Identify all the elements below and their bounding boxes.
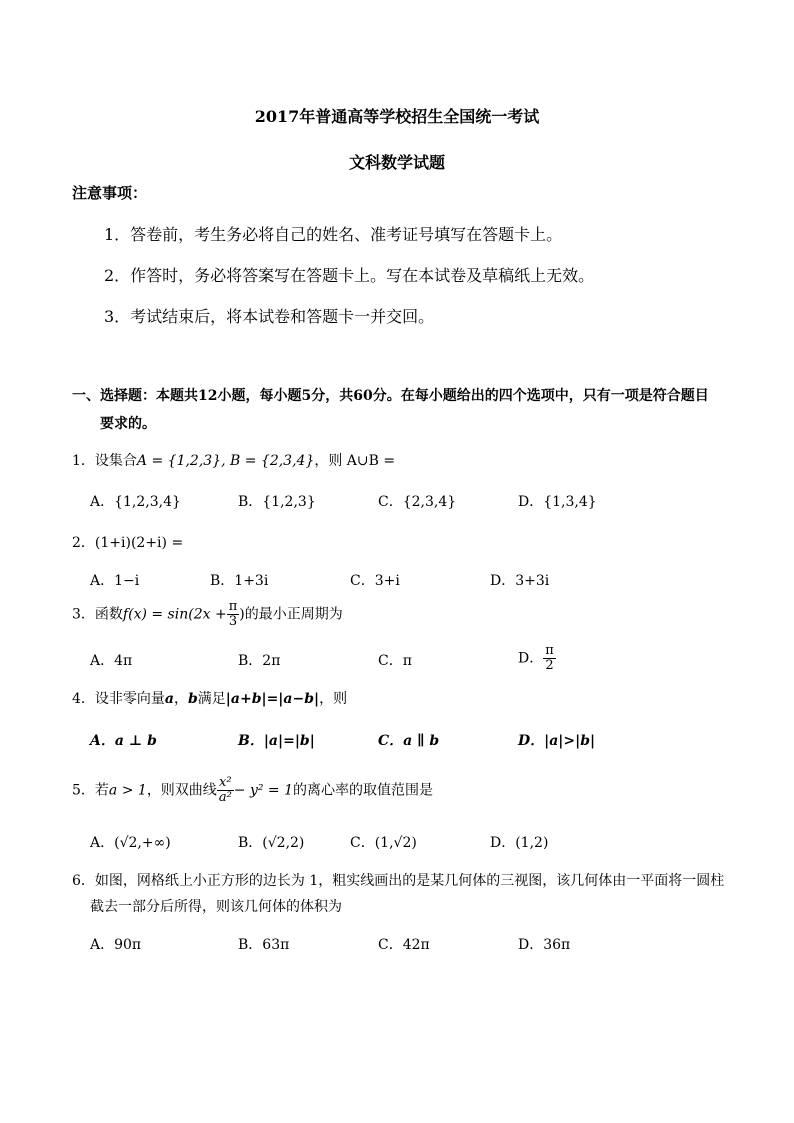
q5-expr-tail: − y² = 1 — [233, 782, 294, 799]
q4-option-a[interactable]: A．a ⊥ b — [90, 733, 157, 749]
notice-heading: 注意事项： — [72, 184, 148, 202]
q3-option-c[interactable]: C．π — [378, 653, 412, 669]
notice-item-2: 2．作答时，务必将答案写在答题卡上。写在本试卷及草稿纸上无效。 — [104, 266, 595, 285]
question-3 — [72, 600, 732, 629]
section-line-1: 一、选择题：本题共12小题，每小题5分，共60分。在每小题给出的四个选项中，只有一项是符合题目 — [72, 388, 709, 404]
q4-option-d[interactable]: D．|a|>|b| — [518, 733, 596, 749]
notice-item-3: 3．考试结束后，将本试卷和答题卡一并交回。 — [104, 307, 435, 326]
q5-mid: ，则双曲线 — [146, 782, 217, 799]
q6-option-d[interactable]: D．36π — [518, 937, 571, 953]
q5-option-c[interactable]: C．(1,√2) — [350, 835, 417, 851]
q5-condition: a > 1 — [108, 782, 147, 799]
q1-option-d[interactable]: D．{1,3,4} — [518, 494, 597, 510]
q4-vector-b: b — [188, 691, 198, 707]
section-line-2: 要求的。 — [100, 416, 156, 432]
q5-fraction — [217, 776, 234, 805]
q3-optd-num: π — [545, 643, 554, 658]
question-5 — [72, 776, 732, 805]
exam-title: 2017年普通高等学校招生全国统一考试 — [254, 107, 540, 126]
q6-options — [90, 934, 730, 958]
q3-options — [90, 643, 730, 673]
q3-frac-num: π — [228, 599, 238, 614]
section-header — [72, 382, 732, 438]
q1-option-b[interactable]: B．{1,2,3} — [238, 494, 316, 510]
q3-frac-den: 3 — [228, 614, 238, 629]
q6-option-c[interactable]: C．42π — [378, 937, 430, 953]
q3-expr-tail: ) — [239, 606, 245, 623]
q5-options — [90, 832, 730, 856]
notice-item-1: 1．答卷前，考生务必将自己的姓名、准考证号填写在答题卡上。 — [104, 225, 563, 244]
q3-option-b[interactable]: B．2π — [238, 653, 281, 669]
q3-fraction — [227, 600, 240, 629]
question-4 — [72, 688, 732, 708]
q2-prefix: 2． — [72, 535, 95, 551]
q2-expr: (1+i)(2+i) = — [94, 535, 184, 551]
q3-expr: f(x) = sin(2x + — [122, 606, 227, 623]
q3-option-d[interactable] — [518, 644, 556, 673]
q2-option-d[interactable]: D．3+3i — [490, 573, 550, 589]
q4-mid: 满足 — [197, 691, 226, 707]
q4-option-c[interactable]: C．a ∥ b — [378, 733, 440, 749]
q6-option-b[interactable]: B．63π — [238, 937, 290, 953]
question-1 — [72, 450, 732, 470]
q6-option-a[interactable]: A．90π — [90, 937, 142, 953]
q2-option-a[interactable]: A．1−i — [90, 573, 140, 589]
question-6 — [72, 870, 732, 916]
q1-option-a[interactable]: A．{1,2,3,4} — [90, 494, 181, 510]
q5-frac-den: a² — [218, 790, 232, 805]
q1-option-c[interactable]: C．{2,3,4} — [378, 494, 457, 510]
q2-option-b[interactable]: B．1+3i — [210, 573, 269, 589]
q2-option-c[interactable]: C．3+i — [350, 573, 400, 589]
q3-optd-den: 2 — [545, 658, 554, 673]
q5-option-b[interactable]: B．(√2,2) — [238, 835, 305, 851]
q5-suffix: 的离心率的取值范围是 — [293, 782, 434, 799]
q1-expr: A = {1,2,3}, B = {2,3,4} — [136, 453, 315, 469]
q4-suffix: ，则 — [319, 691, 348, 707]
q4-option-b[interactable]: B．|a|=|b| — [238, 733, 315, 749]
q6-line-1: 6．如图，网格纸上小正方形的边长为 1，粗实线画出的是某几何体的三视图，该几何体由一平面将一圆柱 — [72, 873, 725, 889]
q4-condition: |a+b|=|a−b| — [225, 691, 320, 707]
q5-prefix: 5．若 — [72, 782, 109, 799]
question-2 — [72, 532, 732, 552]
q1-suffix: ，则 A∪B = — [314, 453, 396, 469]
q4-prefix: 4．设非零向量 — [72, 691, 165, 707]
q4-sep: ， — [174, 691, 188, 707]
q4-options — [90, 730, 730, 754]
q2-options — [90, 570, 730, 594]
q5-frac-num: x² — [217, 776, 234, 791]
q3-option-d-fraction — [543, 644, 556, 673]
q1-prefix: 1．设集合 — [72, 453, 137, 469]
q3-option-d-label: D． — [518, 650, 544, 667]
q4-vector-a: a — [164, 691, 174, 707]
q3-suffix: 的最小正周期为 — [244, 606, 343, 623]
q6-line-2: 截去一部分后所得，则该几何体的体积为 — [90, 899, 342, 915]
exam-subtitle: 文科数学试题 — [348, 153, 445, 172]
q5-option-d[interactable]: D．(1,2) — [490, 835, 549, 851]
q5-option-a[interactable]: A．(√2,+∞) — [90, 835, 171, 851]
q3-option-a[interactable]: A．4π — [90, 653, 133, 669]
q1-options — [90, 491, 730, 515]
q3-prefix: 3．函数 — [72, 606, 123, 623]
